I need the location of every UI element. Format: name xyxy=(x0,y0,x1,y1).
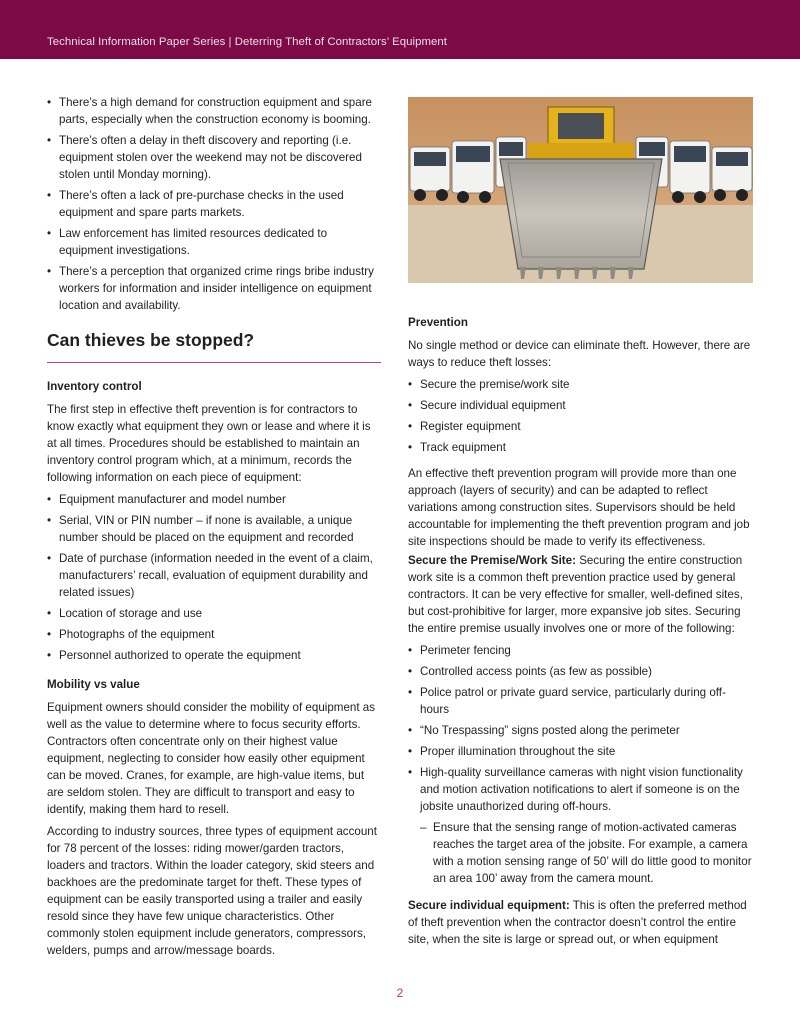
premise-bullet-list xyxy=(408,642,752,815)
equipment-paragraph xyxy=(408,897,752,948)
wheel-loader-photo xyxy=(408,97,753,283)
prevention-heading: Prevention xyxy=(408,316,468,329)
list-item: • Location of storage and use xyxy=(47,605,381,622)
list-item: • There’s a high demand for construction equipment and spare parts, especially when the construction economy is booming. xyxy=(47,94,381,128)
intro-bullet-list xyxy=(47,94,381,314)
mobility-heading: Mobility vs value xyxy=(47,678,140,691)
equipment-text: This is often the preferred method of theft prevention when the contractor doesn’t control the entire site, when the site is large or spread out, or when equipment xyxy=(408,899,747,946)
premise-lead: Secure the Premise/Work Site: xyxy=(408,554,576,567)
header-title: Technical Information Paper Series | Deterring Theft of Contractors’ Equipment xyxy=(47,36,448,48)
list-item: • Equipment manufacturer and model number xyxy=(47,491,381,508)
list-item: • Police patrol or private guard service, particularly during off-hours xyxy=(408,684,752,718)
list-item: • Photographs of the equipment xyxy=(47,626,381,643)
list-item: • Proper illumination throughout the site xyxy=(408,743,752,760)
list-item: • There’s a perception that organized crime rings bribe industry workers for information and insider intelligence on equipment location and availability. xyxy=(47,263,381,314)
list-item: • High-quality surveillance cameras with night vision functionality and motion activation notifications to alert if someone is on the jobsite unauthorized during off-hours. xyxy=(408,764,752,815)
prevention-bullet-list xyxy=(408,376,752,456)
program-paragraph: An effective theft prevention program will provide more than one approach (layers of security) and can be adapted to reflect variations among construction sites. Supervisors should be held accountable for implementing the theft prevention program and job site inspections should be made to verify its effectiveness. xyxy=(408,467,750,548)
section-divider xyxy=(47,362,381,363)
page-number: 2 xyxy=(396,986,404,1000)
list-item: • There’s often a lack of pre-purchase checks in the used equipment and spare parts markets. xyxy=(47,187,381,221)
left-column xyxy=(47,94,381,964)
premise-sub-list xyxy=(408,819,752,887)
premise-paragraph xyxy=(408,552,752,637)
list-item: • Secure the premise/work site xyxy=(408,376,752,393)
list-item: • There’s often a delay in theft discovery and reporting (i.e. equipment stolen over the weekend may not be discovered stolen until Monday morning). xyxy=(47,132,381,183)
list-item: • Law enforcement has limited resources dedicated to equipment investigations. xyxy=(47,225,381,259)
premise-text: Securing the entire construction work site is a common theft prevention practice used by general contractors. It can be very effective for smaller, well-defined sites, but cost-prohibitive for larger, more expansive job sites. Securing the entire premise usually involves one or more of the following: xyxy=(408,554,743,635)
header-banner xyxy=(0,0,800,59)
list-item: • Register equipment xyxy=(408,418,752,435)
inventory-paragraph: The first step in effective theft prevention is for contractors to know exactly what equipment they own or lease and where it is at all times. Procedures should be established to maintain an inventory control program which, at a minimum, records the following information on each piece of equipment: xyxy=(47,403,371,484)
mobility-paragraph: According to industry sources, three types of equipment account for 78 percent of the losses: riding mower/garden tractors, loaders and tractors. Within the loader category, skid steers and backhoes are the predominate target for theft. These types of equipment can be easily transported using a trailer and easily resold since they have few unique characteristics. Other commonly stolen equipment include generators, compressors, welders, pumps and arrow/message boards. xyxy=(47,825,377,957)
list-item: • Perimeter fencing xyxy=(408,642,752,659)
list-item: • Controlled access points (as few as possible) xyxy=(408,663,752,680)
list-item: • Personnel authorized to operate the equipment xyxy=(47,647,381,664)
list-item: • Secure individual equipment xyxy=(408,397,752,414)
inventory-bullet-list xyxy=(47,491,381,664)
list-item: • “No Trespassing” signs posted along the perimeter xyxy=(408,722,752,739)
list-item: • Date of purchase (information needed in the event of a claim, manufacturers’ recall, evaluation of equipment durability and related issues) xyxy=(47,550,381,601)
mobility-paragraph: Equipment owners should consider the mobility of equipment as well as the value to determine where to focus security efforts. Contractors often concentrate only on their highest value equipment, neglecting to consider how easily other equipment can be moved. Cranes, for example, are high-value items, but are seldom stolen. They are difficult to transport and easy to identify, making them hard to resell. xyxy=(47,701,376,816)
equipment-lead: Secure individual equipment: xyxy=(408,899,570,912)
right-column xyxy=(408,314,752,953)
sub-list-item: – Ensure that the sensing range of motion-activated cameras reaches the target area of the jobsite. For example, a camera with a motion sensing range of 50’ will do little good to monitor an area 100’ away from the camera mount. xyxy=(408,819,752,887)
list-item: • Serial, VIN or PIN number – if none is available, a unique number should be placed on the equipment and recorded xyxy=(47,512,381,546)
list-item: • Track equipment xyxy=(408,439,752,456)
inventory-heading: Inventory control xyxy=(47,380,142,393)
section-title: Can thieves be stopped? xyxy=(47,330,255,350)
prevention-paragraph: No single method or device can eliminate theft. However, there are ways to reduce theft losses: xyxy=(408,339,751,369)
